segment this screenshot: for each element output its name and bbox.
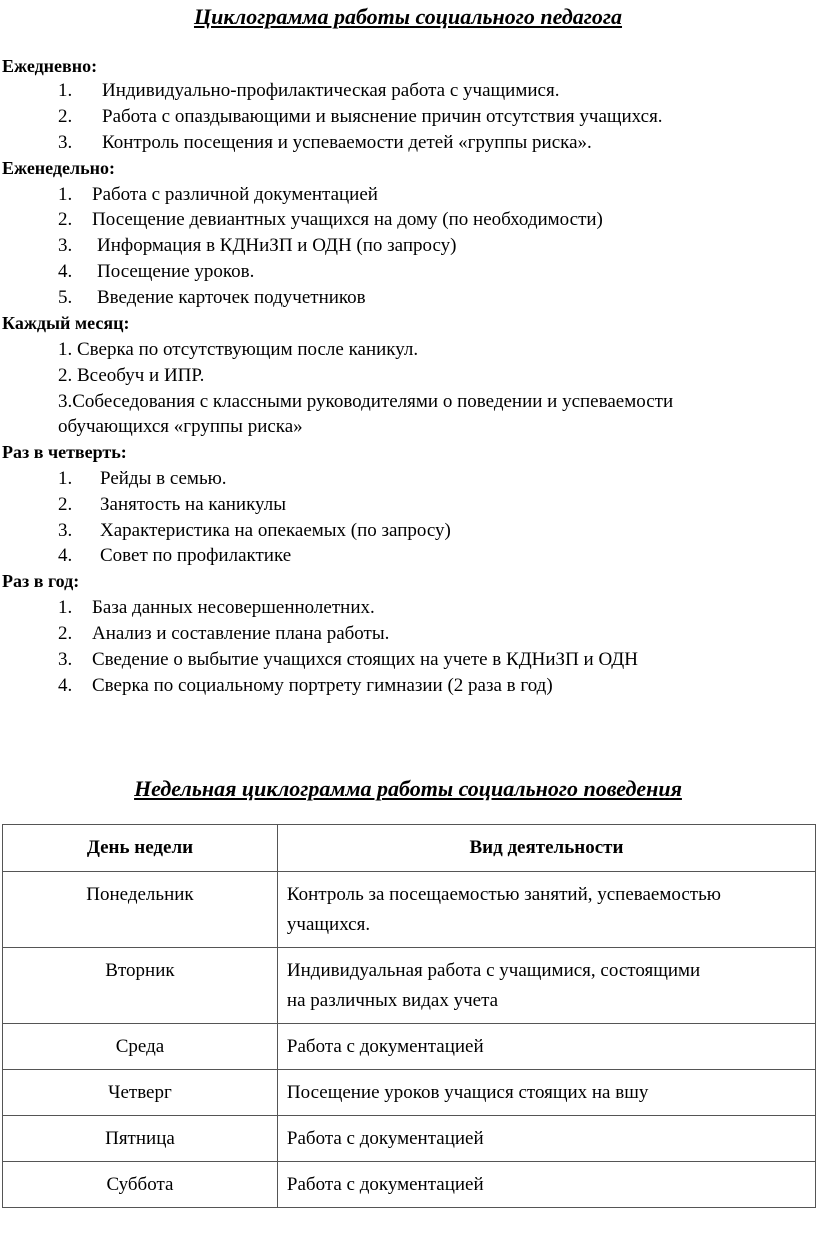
activity-line: учащихся. <box>286 914 371 935</box>
activity-line: Индивидуальная работа с учащимися, состоящими <box>286 960 701 981</box>
weekly-heading: Еженедельно: <box>2 158 116 178</box>
activity-cell <box>277 1162 815 1208</box>
list-item: Сверка по социальному портрету гимназии (2 раза в год) <box>92 675 553 696</box>
day-cell: Четверг <box>3 1070 278 1116</box>
list-number: 4. <box>58 545 73 566</box>
table-row <box>3 1024 816 1070</box>
list-number: 1. <box>58 468 73 489</box>
list-item: 3.Собеседования с классными руководителями о поведении и успеваемости <box>58 391 674 412</box>
monthly-heading: Каждый месяц: <box>2 313 130 333</box>
day-cell: Вторник <box>3 948 278 1024</box>
list-number: 3. <box>58 132 73 153</box>
list-number: 4. <box>58 261 73 282</box>
table-row <box>3 872 816 948</box>
list-item: Характеристика на опекаемых (по запросу) <box>100 520 451 541</box>
day-cell: Среда <box>3 1024 278 1070</box>
column-header-day: День недели <box>3 825 278 872</box>
list-item: 1. Сверка по отсутствующим после каникул. <box>58 339 419 360</box>
list-number: 3. <box>58 520 73 541</box>
list-number: 5. <box>58 287 73 308</box>
list-number: 2. <box>58 209 73 230</box>
list-number: 2. <box>58 494 73 515</box>
activity-line: Посещение уроков учащися стоящих на вшу <box>286 1082 649 1103</box>
day-cell: Суббота <box>3 1162 278 1208</box>
activity-line: на различных видах учета <box>286 990 499 1011</box>
list-item: Работа с различной документацией <box>92 184 378 205</box>
table-row <box>3 1162 816 1208</box>
list-item: Анализ и составление плана работы. <box>92 623 390 644</box>
list-item: Индивидуально-профилактическая работа с учащимися. <box>102 80 560 101</box>
table-header-row <box>3 825 816 872</box>
week-table-title: Недельная циклограмма работы социального поведения <box>134 776 682 801</box>
list-item: Совет по профилактике <box>100 545 292 566</box>
list-item: Посещение уроков. <box>97 261 255 282</box>
day-cell: Пятница <box>3 1116 278 1162</box>
activity-cell <box>277 1024 815 1070</box>
column-header-activity: Вид деятельности <box>277 825 815 872</box>
activity-line: Контроль за посещаемостью занятий, успеваемостью <box>286 884 721 905</box>
list-item: 2. Всеобуч и ИПР. <box>58 365 205 386</box>
table-row <box>3 1116 816 1162</box>
page-title: Циклограмма работы социального педагога <box>193 4 623 29</box>
activity-cell <box>277 1070 815 1116</box>
daily-heading: Ежедневно: <box>2 56 98 76</box>
list-item: Контроль посещения и успеваемости детей «группы риска». <box>102 132 592 153</box>
list-number: 1. <box>58 597 73 618</box>
list-item: Сведение о выбытие учащихся стоящих на учете в КДНиЗП и ОДН <box>92 649 638 670</box>
activity-line: Работа с документацией <box>286 1174 484 1195</box>
table-row <box>3 948 816 1024</box>
quarterly-heading: Раз в четверть: <box>2 442 127 462</box>
list-number: 3. <box>58 649 73 670</box>
list-item: Информация в КДНиЗП и ОДН (по запросу) <box>97 235 457 256</box>
list-item: Занятость на каникулы <box>100 494 286 515</box>
list-item: Рейды в семью. <box>100 468 227 489</box>
list-item: обучающихся «группы риска» <box>58 416 303 437</box>
list-number: 4. <box>58 675 73 696</box>
list-number: 2. <box>58 623 73 644</box>
list-number: 1. <box>58 184 73 205</box>
activity-cell <box>277 872 815 948</box>
activity-cell <box>277 948 815 1024</box>
activity-line: Работа с документацией <box>286 1036 484 1057</box>
list-number: 3. <box>58 235 73 256</box>
list-item: База данных несовершеннолетних. <box>92 597 375 618</box>
activity-cell <box>277 1116 815 1162</box>
yearly-heading: Раз в год: <box>2 571 80 591</box>
day-cell: Понедельник <box>3 872 278 948</box>
list-item: Введение карточек подучетников <box>97 287 366 308</box>
weekly-schedule-table <box>2 824 816 1208</box>
list-item: Работа с опаздывающими и выяснение причин отсутствия учащихся. <box>102 106 663 127</box>
list-item: Посещение девиантных учащихся на дому (по необходимости) <box>92 209 603 230</box>
list-number: 1. <box>58 80 73 101</box>
activity-line: Работа с документацией <box>286 1128 484 1149</box>
table-row <box>3 1070 816 1116</box>
list-number: 2. <box>58 106 73 127</box>
